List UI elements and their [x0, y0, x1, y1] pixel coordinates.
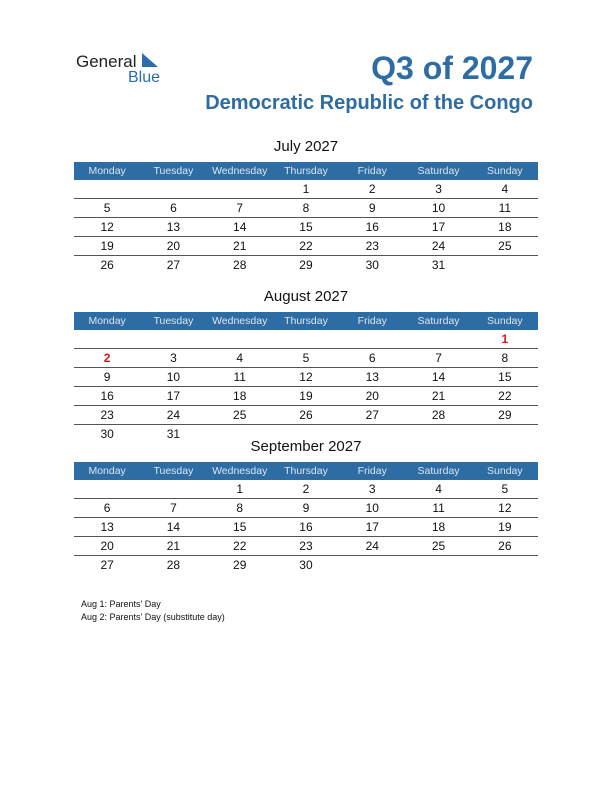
- day-cell: 21: [405, 387, 471, 406]
- week-row: [74, 199, 538, 218]
- day-cell: [74, 330, 140, 349]
- day-cell: 22: [207, 537, 273, 556]
- weekday-header: Wednesday: [207, 162, 273, 180]
- weekday-header: Saturday: [405, 462, 471, 480]
- day-cell: 10: [339, 499, 405, 518]
- day-cell: 27: [166, 258, 181, 272]
- day-cell: 13: [74, 518, 140, 537]
- week-row: [74, 480, 538, 499]
- day-cell: 4: [405, 480, 471, 499]
- day-cell: [472, 556, 538, 575]
- day-cell: 26: [472, 537, 538, 556]
- day-cell: 4: [472, 180, 538, 199]
- day-cell: 6: [74, 499, 140, 518]
- month-title: August 2027: [263, 288, 349, 305]
- logo-blue-text: Blue: [128, 69, 161, 86]
- day-cell: 21: [207, 237, 273, 256]
- day-cell: 13: [339, 368, 405, 387]
- day-cell: 2: [74, 349, 140, 368]
- day-cell: 30: [100, 427, 114, 441]
- day-cell: 30: [299, 558, 313, 572]
- weekday-header-row: [74, 462, 538, 480]
- week-row: [74, 330, 538, 349]
- day-cell: 10: [140, 368, 206, 387]
- weekday-header: Wednesday: [207, 312, 273, 330]
- day-cell: 17: [405, 218, 471, 237]
- day-cell: 13: [140, 218, 206, 237]
- day-cell: 7: [405, 349, 471, 368]
- day-cell: 18: [405, 518, 471, 537]
- day-cell: 1: [472, 330, 538, 349]
- day-cell: 7: [140, 499, 206, 518]
- weekday-header: Tuesday: [140, 462, 206, 480]
- holiday-notes: [81, 598, 225, 624]
- day-cell: 18: [472, 218, 538, 237]
- day-cell: 25: [472, 237, 538, 256]
- day-cell: 24: [405, 237, 471, 256]
- day-cell: 25: [207, 406, 273, 425]
- day-cell: 19: [273, 387, 339, 406]
- week-row: [74, 406, 538, 425]
- holiday-note: Aug 1: Parents’ Day: [81, 599, 161, 609]
- day-cell: 9: [339, 199, 405, 218]
- month-calendar-table: [74, 462, 538, 574]
- weekday-header: Monday: [74, 312, 140, 330]
- day-cell: 23: [273, 537, 339, 556]
- day-cell: 20: [140, 237, 206, 256]
- week-row: [74, 349, 538, 368]
- day-cell: [74, 480, 140, 499]
- day-cell: 19: [472, 518, 538, 537]
- logo-general-text: General: [76, 52, 137, 71]
- day-cell: [405, 556, 471, 575]
- weekday-header: Saturday: [405, 312, 471, 330]
- day-cell: 28: [405, 406, 471, 425]
- day-cell: 29: [299, 258, 313, 272]
- day-cell: 6: [339, 349, 405, 368]
- day-cell: 12: [74, 218, 140, 237]
- day-cell: 3: [339, 480, 405, 499]
- day-cell: 20: [74, 537, 140, 556]
- week-row: [74, 518, 538, 537]
- month-calendar-table: [74, 312, 538, 443]
- month-august: [74, 288, 538, 443]
- month-july: [74, 138, 538, 274]
- day-cell: [140, 330, 206, 349]
- day-cell: 12: [273, 368, 339, 387]
- day-cell: 4: [207, 349, 273, 368]
- day-cell: 7: [207, 199, 273, 218]
- day-cell: 19: [74, 237, 140, 256]
- day-cell: 17: [140, 387, 206, 406]
- day-cell: 3: [405, 180, 471, 199]
- day-cell: 12: [472, 499, 538, 518]
- day-cell: 27: [339, 406, 405, 425]
- week-row: [74, 537, 538, 556]
- weekday-header: Saturday: [405, 162, 471, 180]
- day-cell: 6: [140, 199, 206, 218]
- week-row: [74, 499, 538, 518]
- week-row: [74, 556, 538, 575]
- day-cell: 16: [339, 218, 405, 237]
- weekday-header: Monday: [74, 462, 140, 480]
- weekday-header: Thursday: [273, 312, 339, 330]
- day-cell: 11: [207, 368, 273, 387]
- day-cell: 28: [233, 258, 247, 272]
- day-cell: 23: [339, 237, 405, 256]
- month-title: July 2027: [273, 138, 339, 155]
- day-cell: [472, 256, 538, 275]
- day-cell: 24: [140, 406, 206, 425]
- day-cell: 26: [100, 258, 114, 272]
- holiday-note: Aug 2: Parents’ Day (substitute day): [81, 612, 225, 622]
- day-cell: 2: [273, 480, 339, 499]
- page-subtitle: Democratic Republic of the Congo: [205, 92, 533, 114]
- day-cell: 27: [100, 558, 114, 572]
- day-cell: 22: [273, 237, 339, 256]
- weekday-header: Sunday: [472, 312, 538, 330]
- day-cell: [339, 330, 405, 349]
- week-row: [74, 256, 538, 275]
- day-cell: 9: [74, 368, 140, 387]
- weekday-header: Thursday: [273, 462, 339, 480]
- day-cell: 5: [74, 199, 140, 218]
- day-cell: 23: [74, 406, 140, 425]
- weekday-header: Tuesday: [140, 162, 206, 180]
- weekday-header: Monday: [74, 162, 140, 180]
- day-cell: 8: [273, 199, 339, 218]
- day-cell: 18: [207, 387, 273, 406]
- day-cell: 26: [273, 406, 339, 425]
- day-cell: 16: [273, 518, 339, 537]
- day-cell: 8: [472, 349, 538, 368]
- month-september: [74, 438, 538, 574]
- weekday-header: Friday: [339, 162, 405, 180]
- day-cell: 24: [339, 537, 405, 556]
- week-row: [74, 218, 538, 237]
- week-row: [74, 387, 538, 406]
- page-title: Q3 of 2027: [371, 50, 533, 86]
- day-cell: 11: [405, 499, 471, 518]
- day-cell: 14: [207, 218, 273, 237]
- day-cell: [273, 330, 339, 349]
- day-cell: 14: [140, 518, 206, 537]
- day-cell: [207, 330, 273, 349]
- day-cell: 21: [140, 537, 206, 556]
- day-cell: 16: [74, 387, 140, 406]
- day-cell: 28: [166, 558, 181, 572]
- day-cell: 8: [207, 499, 273, 518]
- day-cell: 15: [472, 368, 538, 387]
- day-cell: 20: [339, 387, 405, 406]
- month-title: September 2027: [250, 438, 362, 455]
- day-cell: 10: [405, 199, 471, 218]
- day-cell: 25: [405, 537, 471, 556]
- day-cell: 29: [472, 406, 538, 425]
- day-cell: 2: [339, 180, 405, 199]
- week-row: [74, 368, 538, 387]
- day-cell: 11: [472, 199, 538, 218]
- day-cell: 22: [472, 387, 538, 406]
- day-cell: [405, 330, 471, 349]
- weekday-header: Friday: [339, 312, 405, 330]
- weekday-header: Sunday: [472, 462, 538, 480]
- day-cell: 31: [431, 258, 446, 272]
- day-cell: [140, 180, 206, 199]
- weekday-header-row: [74, 162, 538, 180]
- day-cell: 14: [405, 368, 471, 387]
- day-cell: 15: [273, 218, 339, 237]
- day-cell: [339, 556, 405, 575]
- weekday-header: Tuesday: [140, 312, 206, 330]
- generalblue-logo: [76, 52, 176, 88]
- day-cell: 5: [273, 349, 339, 368]
- day-cell: 17: [339, 518, 405, 537]
- day-cell: [74, 180, 140, 199]
- day-cell: [140, 480, 206, 499]
- day-cell: 15: [207, 518, 273, 537]
- day-cell: 5: [472, 480, 538, 499]
- day-cell: [207, 180, 273, 199]
- logo-triangle-icon: [142, 53, 158, 67]
- week-row: [74, 237, 538, 256]
- day-cell: 31: [166, 427, 181, 441]
- weekday-header: Sunday: [472, 162, 538, 180]
- day-cell: 30: [365, 258, 379, 272]
- day-cell: 3: [140, 349, 206, 368]
- week-row: [74, 180, 538, 199]
- day-cell: 1: [207, 480, 273, 499]
- weekday-header: Wednesday: [207, 462, 273, 480]
- day-cell: 1: [273, 180, 339, 199]
- day-cell: 29: [233, 558, 247, 572]
- month-calendar-table: [74, 162, 538, 274]
- day-cell: 9: [273, 499, 339, 518]
- weekday-header: Thursday: [273, 162, 339, 180]
- weekday-header-row: [74, 312, 538, 330]
- weekday-header: Friday: [339, 462, 405, 480]
